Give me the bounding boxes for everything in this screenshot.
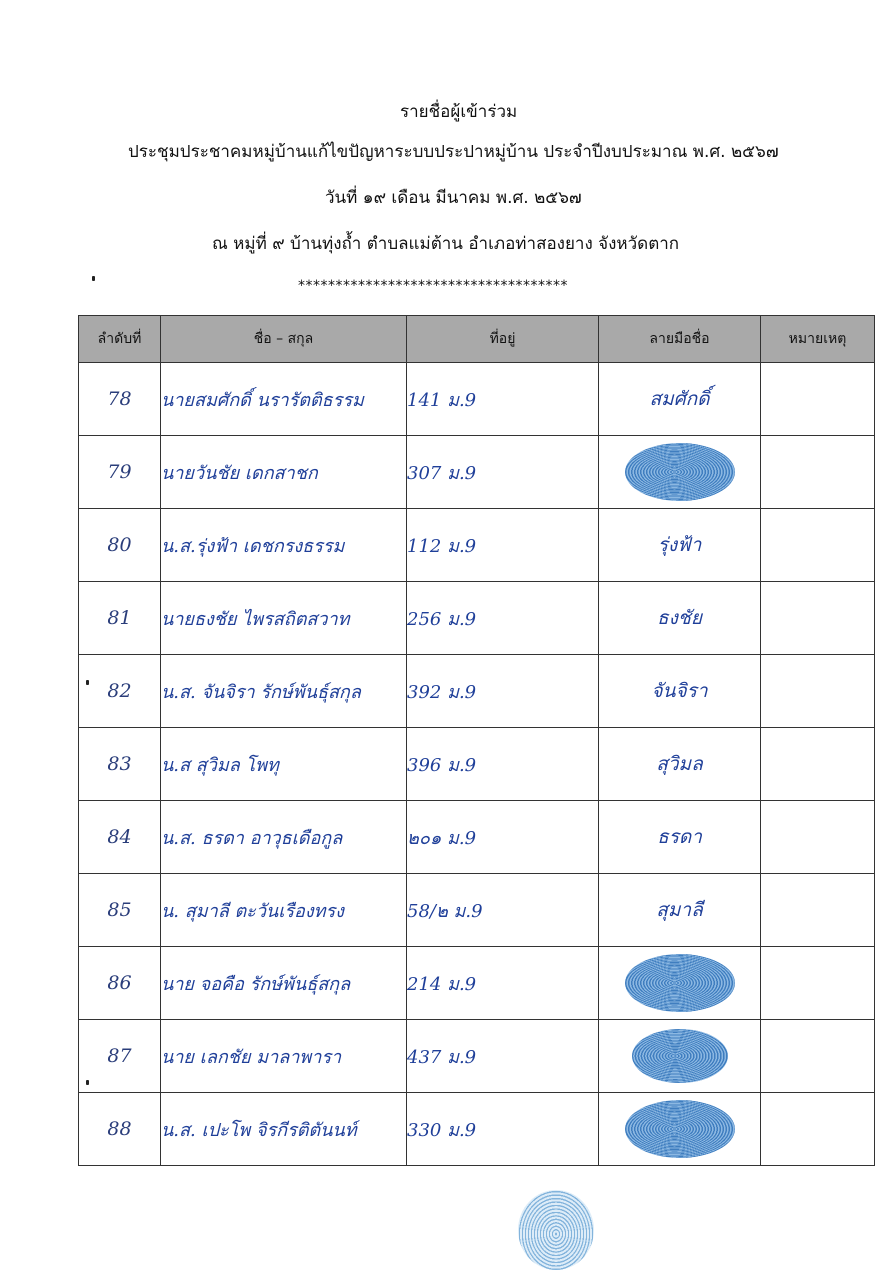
address-cell-text: 307 ม.9 xyxy=(407,462,477,484)
name-cell-text: น.ส. เปะโพ จิรกีรติตันนท์ xyxy=(161,1119,357,1141)
row-number-cell xyxy=(79,1093,161,1166)
row-number-cell-text: 80 xyxy=(107,534,132,556)
table-row xyxy=(79,363,875,436)
name-cell xyxy=(161,947,407,1020)
signature-cell xyxy=(599,801,761,874)
signature-cell xyxy=(599,1020,761,1093)
signature-cell xyxy=(599,436,761,509)
name-cell-text: นาย จอคือ รักษ์พันธุ์สกุล xyxy=(161,973,351,995)
signature-cell-text: ธรดา xyxy=(657,826,702,848)
table-row xyxy=(79,436,875,509)
address-cell xyxy=(407,363,599,436)
address-cell xyxy=(407,1020,599,1093)
note-cell xyxy=(761,1020,875,1093)
column-header-number: ลำดับที่ xyxy=(79,316,161,363)
name-cell-text: นาย เลกชัย มาลาพารา xyxy=(161,1046,342,1068)
note-cell xyxy=(761,655,875,728)
signature-cell xyxy=(599,509,761,582)
table-row xyxy=(79,582,875,655)
row-number-cell xyxy=(79,363,161,436)
thumbprint-icon xyxy=(625,443,735,501)
table-row xyxy=(79,874,875,947)
row-number-cell-text: 81 xyxy=(107,607,132,629)
signature-cell xyxy=(599,1093,761,1166)
row-number-cell-text: 83 xyxy=(107,753,132,775)
row-number-cell-text: 84 xyxy=(107,826,132,848)
row-number-cell-text: 85 xyxy=(107,899,132,921)
name-cell-text: นายสมศักดิ์ นรารัตติธรรม xyxy=(161,389,364,411)
signature-cell xyxy=(599,655,761,728)
name-cell xyxy=(161,509,407,582)
document-title: รายชื่อผู้เข้าร่วม xyxy=(400,102,518,122)
address-cell xyxy=(407,509,599,582)
attendance-table xyxy=(78,315,875,1166)
name-cell xyxy=(161,874,407,947)
signature-cell-text: สมศักดิ์ xyxy=(649,388,710,410)
row-number-cell-text: 79 xyxy=(107,461,132,483)
signature-cell-text: รุ่งฟ้า xyxy=(657,534,702,556)
address-cell xyxy=(407,728,599,801)
signature-cell xyxy=(599,363,761,436)
column-header-note: หมายเหตุ xyxy=(761,316,875,363)
address-cell-text: 58/๒ ม.9 xyxy=(407,900,483,922)
thumbprint-icon xyxy=(625,954,735,1012)
address-cell-text: 330 ม.9 xyxy=(407,1119,477,1141)
name-cell xyxy=(161,655,407,728)
address-cell-text: 256 ม.9 xyxy=(407,608,477,630)
note-cell xyxy=(761,509,875,582)
meeting-location: ณ หมู่ที่ ๙ บ้านทุ่งถ้ำ ตำบลแม่ต้าน อำเภอท่าสองยาง จังหวัดตาก xyxy=(212,234,680,254)
name-cell-text: นายธงชัย ไพรสถิตสวาท xyxy=(161,608,350,630)
address-cell-text: 392 ม.9 xyxy=(407,681,477,703)
address-cell xyxy=(407,874,599,947)
table-row xyxy=(79,728,875,801)
name-cell xyxy=(161,1020,407,1093)
row-number-cell xyxy=(79,947,161,1020)
signature-cell-text: ธงชัย xyxy=(657,607,702,629)
row-number-cell-text: 87 xyxy=(107,1045,132,1067)
meeting-date: วันที่ ๑๙ เดือน มีนาคม พ.ศ. ๒๕๖๗ xyxy=(325,188,582,208)
stray-thumbprint xyxy=(518,1190,594,1270)
note-cell xyxy=(761,947,875,1020)
address-cell-text: 214 ม.9 xyxy=(407,973,477,995)
table-row xyxy=(79,1093,875,1166)
address-cell-text: 437 ม.9 xyxy=(407,1046,477,1068)
row-number-cell-text: 86 xyxy=(107,972,132,994)
table-row xyxy=(79,947,875,1020)
signature-cell xyxy=(599,582,761,655)
signature-cell-text: จันจิรา xyxy=(651,680,708,702)
name-cell xyxy=(161,728,407,801)
thumbprint-icon xyxy=(625,1100,735,1158)
row-number-cell xyxy=(79,1020,161,1093)
name-cell xyxy=(161,1093,407,1166)
signature-cell-text: สุมาลี xyxy=(656,899,703,921)
row-number-cell-text: 88 xyxy=(107,1118,132,1140)
name-cell-text: น.ส สุวิมล โพทุ xyxy=(161,754,279,776)
address-cell xyxy=(407,582,599,655)
row-number-cell xyxy=(79,874,161,947)
table-row xyxy=(79,1020,875,1093)
note-cell xyxy=(761,1093,875,1166)
name-cell-text: น. สุมาลี ตะวันเรืองทรง xyxy=(161,900,344,922)
name-cell xyxy=(161,582,407,655)
table-row xyxy=(79,801,875,874)
note-cell xyxy=(761,436,875,509)
signature-cell-text: สุวิมล xyxy=(656,753,703,775)
address-cell-text: 396 ม.9 xyxy=(407,754,477,776)
header-divider: ************************************ xyxy=(298,278,568,294)
table-row xyxy=(79,509,875,582)
signature-cell xyxy=(599,947,761,1020)
scan-speck xyxy=(92,276,95,281)
note-cell xyxy=(761,801,875,874)
note-cell xyxy=(761,582,875,655)
note-cell xyxy=(761,363,875,436)
table-row xyxy=(79,655,875,728)
address-cell xyxy=(407,801,599,874)
column-header-signature: ลายมือชื่อ xyxy=(599,316,761,363)
address-cell-text: 112 ม.9 xyxy=(407,535,477,557)
name-cell-text: นายวันชัย เดกสาชก xyxy=(161,462,318,484)
column-header-name: ชื่อ – สกุล xyxy=(161,316,407,363)
address-cell-text: 141 ม.9 xyxy=(407,389,477,411)
row-number-cell xyxy=(79,728,161,801)
thumbprint-icon xyxy=(632,1029,728,1083)
signature-cell xyxy=(599,874,761,947)
address-cell xyxy=(407,436,599,509)
address-cell-text: ๒๐๑ ม.9 xyxy=(407,827,477,849)
address-cell xyxy=(407,947,599,1020)
row-number-cell-text: 82 xyxy=(107,680,132,702)
address-cell xyxy=(407,1093,599,1166)
row-number-cell-text: 78 xyxy=(107,388,132,410)
name-cell-text: น.ส.รุ่งฟ้า เดชกรงธรรม xyxy=(161,535,345,557)
name-cell-text: น.ส. ธรดา อาวุธเดือกูล xyxy=(161,827,343,849)
meeting-subtitle: ประชุมประชาคมหมู่บ้านแก้ไขปัญหาระบบประปาหมู่บ้าน ประจำปีงบประมาณ พ.ศ. ๒๕๖๗ xyxy=(128,142,779,162)
name-cell-text: น.ส. จันจิรา รักษ์พันธุ์สกุล xyxy=(161,681,361,703)
name-cell xyxy=(161,801,407,874)
row-number-cell xyxy=(79,655,161,728)
table-header-row xyxy=(79,316,875,363)
column-header-address: ที่อยู่ xyxy=(407,316,599,363)
name-cell xyxy=(161,436,407,509)
signature-cell xyxy=(599,728,761,801)
row-number-cell xyxy=(79,801,161,874)
note-cell xyxy=(761,874,875,947)
row-number-cell xyxy=(79,582,161,655)
address-cell xyxy=(407,655,599,728)
row-number-cell xyxy=(79,436,161,509)
note-cell xyxy=(761,728,875,801)
row-number-cell xyxy=(79,509,161,582)
name-cell xyxy=(161,363,407,436)
